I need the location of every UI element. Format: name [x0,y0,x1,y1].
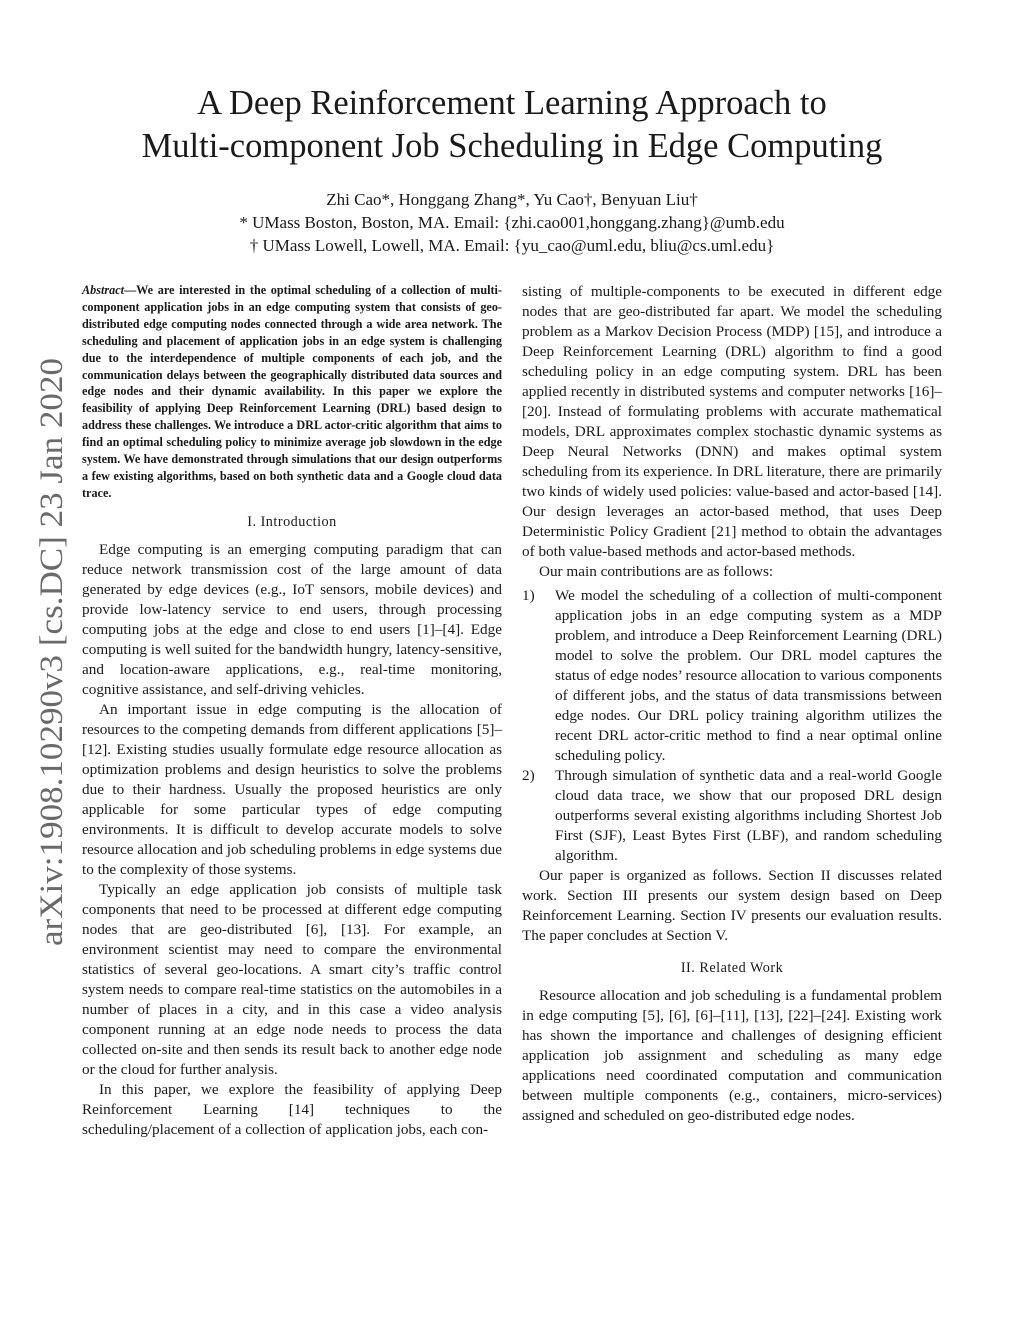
author-block [80,188,944,257]
related-work-paragraph-1: Resource allocation and job scheduling is a fundamental problem in edge computing [5], [6], [6]–[11], [13], [22]–[24]. Existing work has shown the importance and challenges of designing efficient application job assignment and scheduling as many edge applications need coordinated computation and communication between multiple components (e.g., containers, micro-services) assigned and scheduled on geo-distributed edge nodes. [522,987,942,1124]
title-line-2: Multi-component Job Scheduling in Edge Computing [141,127,883,165]
paper-title [80,82,944,168]
list-item-number: 2) [522,767,535,784]
affiliation-2: † UMass Lowell, Lowell, MA. Email: {yu_cao@uml.edu, bliu@cs.uml.edu} [249,236,775,255]
list-item [522,586,942,766]
abstract [82,282,502,502]
contributions-list [522,586,942,866]
intro-paragraph-4: In this paper, we explore the feasibility of applying Deep Reinforcement Learning [14] techniques to the scheduling/placement of a collection of application jobs, each con- [82,1080,502,1138]
list-item-number: 1) [522,587,535,604]
intro-continuation: sisting of multiple-components to be executed in different edge nodes that are geo-distributed far apart. We model the scheduling problem as a Markov Decision Process (MDP) [15], and introduce a Deep Reinforcement Learning (DRL) algorithm to find a good scheduling policy in an edge computing system. DRL has been applied recently in distributed systems and computer networks [16]–[20]. Instead of formulating problems with accurate mathematical models, DRL approximates complex stochastic dynamic systems as Deep Neural Networks (DNN) and makes optimal system scheduling from its experience. In DRL literature, there are primarily two kinds of widely used policies: value-based and actor-based [14]. Our design leverages an actor-based method, that uses Deep Deterministic Policy Gradient [21] method to obtain the advantages of both value-based methods and actor-based methods. [522,283,942,560]
intro-paragraph-2: An important issue in edge computing is the allocation of resources to the competing demands from different applications [5]–[12]. Existing studies usually formulate edge resource allocation as optimization problems and design heuristics to solve the problems due to their hardness. Usually the proposed heuristics are only applicable for some particular types of edge computing environments. It is difficult to develop accurate models to solve resource allocation and job scheduling problems in edge systems due to the complexity of those systems. [82,700,502,878]
intro-paragraph-1: Edge computing is an emerging computing paradigm that can reduce network transmission cost of the large amount of data generated by edge devices (e.g., IoT sensors, mobile devices) and provide low-latency service to end users, through processing computing jobs at the edge and close to end users [1]–[4]. Edge computing is well suited for the bandwidth hungry, latency-sensitive, and location-aware applications, e.g., real-time monitoring, cognitive assistance, and self-driving vehicles. [82,540,502,698]
contributions-intro: Our main contributions are as follows: [539,563,774,580]
author-names: Zhi Cao*, Honggang Zhang*, Yu Cao†, Benyuan Liu† [326,190,698,209]
list-item-text: Through simulation of synthetic data and a real-world Google cloud data trace, we show that our proposed DRL design outperforms several existing algorithms including Shortest Job First (SJF), Least Bytes First (LBF), and random scheduling algorithm. [555,767,942,864]
intro-paragraph-3: Typically an edge application job consists of multiple task components that need to be processed at different edge computing nodes that are geo-distributed [6], [13]. For example, an environment scientist may need to compare the environmental statistics of several geo-locations. A smart city’s traffic control system needs to compare real-time statistics on the automobiles in a number of places in a city, and in this case a video analysis component running at an edge node needs to process the data collected on-site and then sends its result back to another edge node or the cloud for further analysis. [82,880,502,1078]
abstract-text: —We are interested in the optimal scheduling of a collection of multi-component application jobs in an edge computing system that consists of geo-distributed edge computing nodes connected through a wide area network. The scheduling and placement of application jobs in an edge system is challenging due to the interdependence of multiple components of each job, and the communication delays between the geographically distributed data sources and edge nodes and their dynamic availability. In this paper we explore the feasibility of applying Deep Reinforcement Learning (DRL) based design to address these challenges. We introduce a DRL actor-critic algorithm that aims to find an optimal scheduling policy to minimize average job slowdown in the edge system. We have demonstrated through simulations that our design outperforms a few existing algorithms, based on both synthetic data and a Google cloud data trace. [82,283,502,500]
title-line-1: A Deep Reinforcement Learning Approach to [197,84,827,122]
list-item-text: We model the scheduling of a collection of multi-component application jobs in an edge computing system as a MDP problem, and introduce a Deep Reinforcement Learning (DRL) model to solve the problem. Our DRL model captures the status of edge nodes’ resource allocation to various components of different jobs, and the status of data transmissions between edge nodes. Our DRL policy training algorithm utilizes the recent DRL actor-critic method to find a near optimal online scheduling policy. [555,587,942,764]
section-1-heading: I. Introduction [247,513,337,530]
right-column [522,282,942,1126]
organization-paragraph: Our paper is organized as follows. Section II discusses related work. Section III presents our system design based on Deep Reinforcement Learning. Section IV presents our evaluation results. The paper concludes at Section V. [522,867,942,944]
arxiv-stamp-text: arXiv:1908.10290v3 [cs.DC] 23 Jan 2020 [34,392,70,946]
section-2-heading: II. Related Work [680,960,784,976]
left-column [82,282,502,1140]
abstract-label: Abstract [82,283,124,297]
list-item [522,766,942,866]
affiliation-1: * UMass Boston, Boston, MA. Email: {zhi.cao001,honggang.zhang}@umb.edu [239,213,785,232]
arxiv-side-stamp [28,356,72,946]
